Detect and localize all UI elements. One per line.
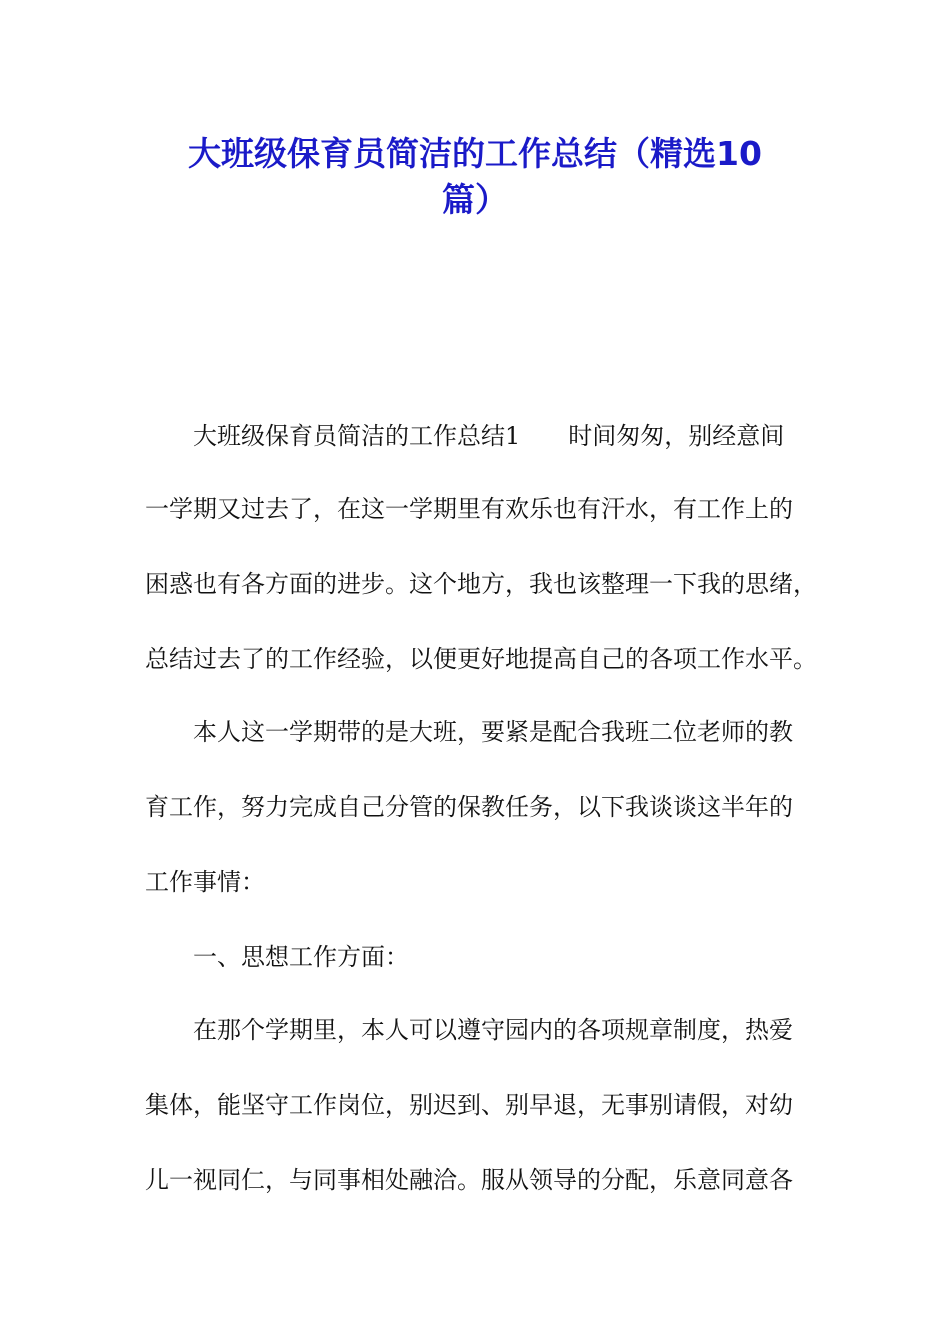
body-line-1 (193, 420, 883, 452)
body-line-6: 育工作，努力完成自己分管的保教任务，以下我谈谈这半年的 (145, 793, 793, 821)
body-line-4: 总结过去了的工作经验，以便更好地提高自己的各项工作水平。 (145, 645, 817, 673)
body-line-11: 儿一视同仁，与同事相处融洽。服从领导的分配，乐意同意各 (145, 1166, 793, 1194)
body-line-3: 困惑也有各方面的进步。这个地方，我也该整理一下我的思绪， (145, 570, 817, 598)
section-heading: 一、思想工作方面： (193, 943, 409, 971)
section-heading-inline: 大班级保育员简洁的工作总结1 (193, 422, 521, 450)
body-line-7: 工作事情： (145, 868, 265, 896)
body-line-10: 集体，能坚守工作岗位，别迟到、别早退，无事别请假，对幼 (145, 1091, 793, 1119)
document-title-line-1: 大班级保育员简洁的工作总结（精选10 (188, 134, 762, 173)
document-title-line-2: 篇） (442, 180, 508, 219)
body-line-2: 一学期又过去了，在这一学期里有欢乐也有汗水，有工作上的 (145, 495, 793, 523)
body-line-5: 本人这一学期带的是大班，要紧是配合我班二位老师的教 (193, 718, 793, 746)
body-text-inline: 时间匆匆，别经意间 (568, 422, 785, 450)
body-line-9: 在那个学期里，本人可以遵守园内的各项规章制度，热爱 (193, 1016, 793, 1044)
